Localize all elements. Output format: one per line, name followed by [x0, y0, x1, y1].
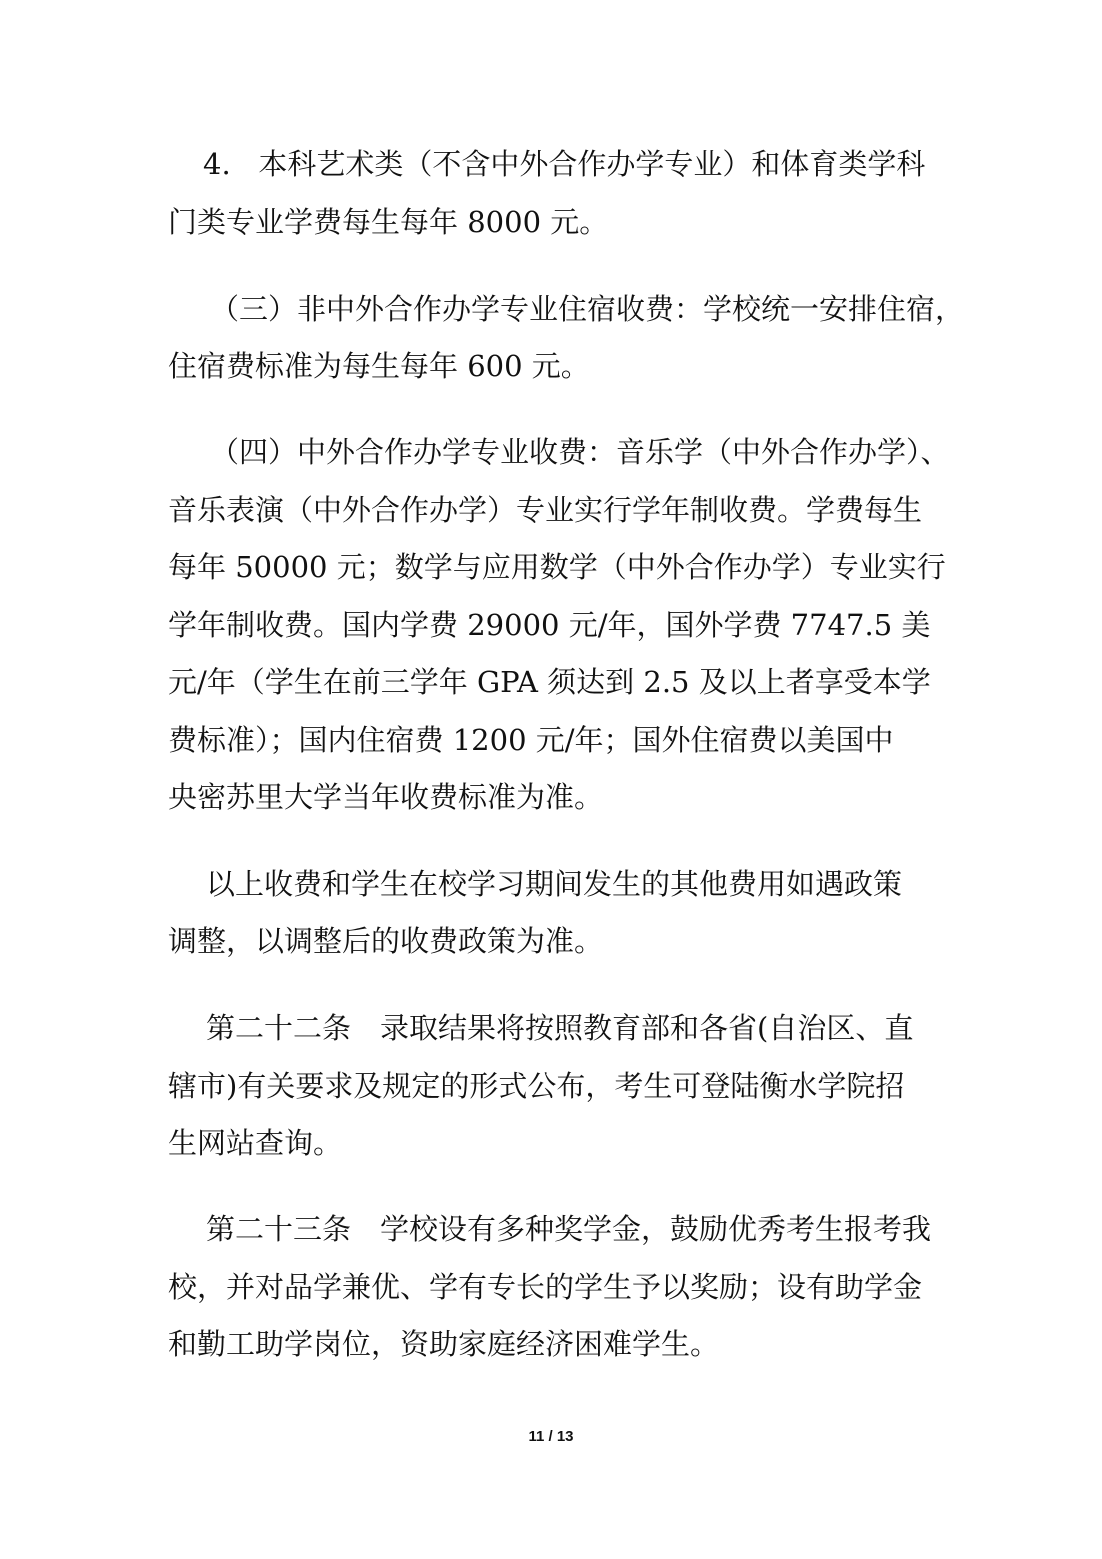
text-line: 央密苏里大学当年收费标准为准。 — [168, 780, 604, 814]
text-line: 校，并对品学兼优、学有专长的学生予以奖励；设有助学金 — [168, 1270, 923, 1304]
text-line: 第二十三条 学校设有多种奖学金，鼓励优秀考生报考我 — [206, 1212, 932, 1246]
page-number: 11 / 13 — [528, 1428, 574, 1445]
text-line: 和勤工助学岗位，资助家庭经济困难学生。 — [168, 1327, 720, 1361]
text-line: 费标准）；国内住宿费 1200 元/年；国外住宿费以美国中 — [168, 723, 894, 757]
text-line: （三）非中外合作办学专业住宿收费：学校统一安排住宿， — [210, 292, 965, 326]
text-line: 调整，以调整后的收费政策为准。 — [168, 924, 604, 958]
text-line: 辖市)有关要求及规定的形式公布，考生可登陆衡水学院招 — [168, 1069, 905, 1103]
text-line: 音乐表演（中外合作办学）专业实行学年制收费。学费每生 — [168, 493, 923, 527]
text-line: 第二十二条 录取结果将按照教育部和各省(自治区、直 — [206, 1011, 914, 1045]
text-line: 4. 本科艺术类（不含中外合作办学专业）和体育类学科 — [203, 147, 926, 181]
text-line: 住宿费标准为每生每年 600 元。 — [168, 349, 590, 383]
text-line: 以上收费和学生在校学习期间发生的其他费用如遇政策 — [206, 867, 903, 901]
text-line: 生网站查询。 — [168, 1126, 343, 1160]
text-line: 学年制收费。国内学费 29000 元/年，国外学费 7747.5 美 — [168, 608, 931, 642]
text-line: 门类专业学费每生每年 8000 元。 — [168, 205, 609, 239]
text-line: （四）中外合作办学专业收费：音乐学（中外合作办学）、 — [210, 435, 950, 469]
text-line: 元/年（学生在前三学年 GPA 须达到 2.5 及以上者享受本学 — [168, 665, 931, 699]
text-line: 每年 50000 元；数学与应用数学（中外合作办学）专业实行 — [168, 550, 946, 584]
